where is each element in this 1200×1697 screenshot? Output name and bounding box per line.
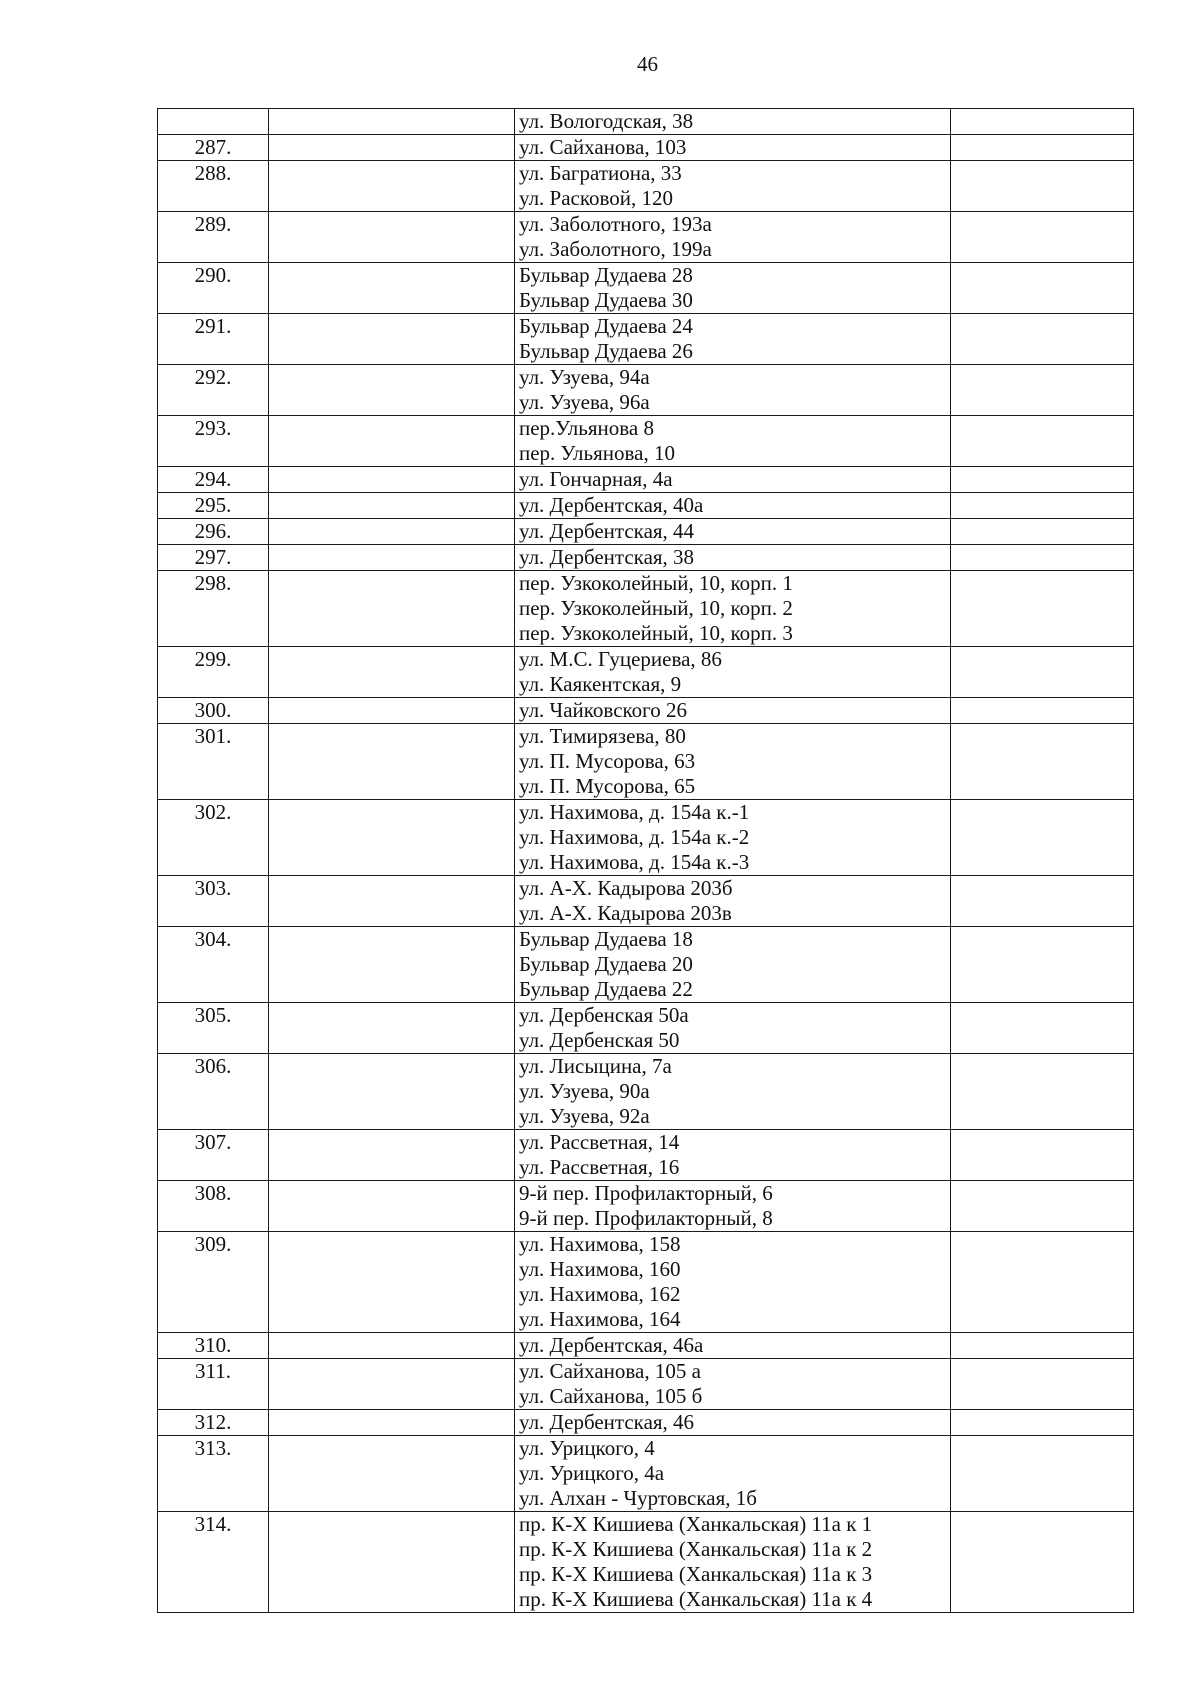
empty-cell bbox=[951, 161, 1134, 212]
row-number: 295. bbox=[158, 493, 269, 519]
empty-cell bbox=[951, 1130, 1134, 1181]
address-cell bbox=[515, 263, 951, 314]
empty-cell bbox=[269, 314, 515, 365]
address-line: ул. А-Х. Кадырова 203в bbox=[519, 901, 732, 925]
row-number: 309. bbox=[158, 1232, 269, 1333]
table-row bbox=[158, 876, 1134, 927]
table-row bbox=[158, 519, 1134, 545]
empty-cell bbox=[269, 1512, 515, 1613]
empty-cell bbox=[951, 800, 1134, 876]
empty-cell bbox=[269, 1130, 515, 1181]
address-line: ул. П. Мусорова, 65 bbox=[519, 774, 696, 798]
row-number: 297. bbox=[158, 545, 269, 571]
empty-cell bbox=[269, 365, 515, 416]
row-number: 291. bbox=[158, 314, 269, 365]
empty-cell bbox=[951, 1054, 1134, 1130]
address-table-body bbox=[158, 109, 1134, 1613]
row-number: 289. bbox=[158, 212, 269, 263]
address-line: ул. Каякентская, 9 bbox=[519, 672, 682, 696]
empty-cell bbox=[951, 493, 1134, 519]
table-row bbox=[158, 1512, 1134, 1613]
row-number: 307. bbox=[158, 1130, 269, 1181]
empty-cell bbox=[951, 545, 1134, 571]
empty-cell bbox=[269, 1232, 515, 1333]
address-line: Бульвар Дудаева 24 bbox=[519, 314, 693, 338]
address-line: ул. Рассветная, 14 bbox=[519, 1130, 680, 1154]
address-cell bbox=[515, 519, 951, 545]
empty-cell bbox=[951, 698, 1134, 724]
address-cell bbox=[515, 212, 951, 263]
address-line: ул. Нахимова, 158 bbox=[519, 1232, 681, 1256]
row-number: 301. bbox=[158, 724, 269, 800]
row-number: 314. bbox=[158, 1512, 269, 1613]
table-row bbox=[158, 135, 1134, 161]
empty-cell bbox=[951, 263, 1134, 314]
row-number: 292. bbox=[158, 365, 269, 416]
address-line: ул. Заболотного, 193а bbox=[519, 212, 712, 236]
table-row bbox=[158, 1181, 1134, 1232]
address-cell bbox=[515, 1130, 951, 1181]
address-line: ул. Нахимова, 164 bbox=[519, 1307, 681, 1331]
table-row bbox=[158, 1130, 1134, 1181]
empty-cell bbox=[269, 416, 515, 467]
address-cell bbox=[515, 724, 951, 800]
empty-cell bbox=[269, 1054, 515, 1130]
empty-cell bbox=[269, 1410, 515, 1436]
address-cell bbox=[515, 927, 951, 1003]
address-line: ул. Узуева, 90а bbox=[519, 1079, 650, 1103]
row-number: 299. bbox=[158, 647, 269, 698]
empty-cell bbox=[951, 1333, 1134, 1359]
address-line: ул. Дербентская, 38 bbox=[519, 545, 695, 569]
address-line: ул. Чайковского 26 bbox=[519, 698, 687, 722]
table-row bbox=[158, 927, 1134, 1003]
address-line: ул. Тимирязева, 80 bbox=[519, 724, 686, 748]
address-cell bbox=[515, 800, 951, 876]
row-number: 304. bbox=[158, 927, 269, 1003]
table-row bbox=[158, 724, 1134, 800]
table-row bbox=[158, 1003, 1134, 1054]
table-row bbox=[158, 698, 1134, 724]
empty-cell bbox=[269, 1181, 515, 1232]
row-number: 288. bbox=[158, 161, 269, 212]
address-line: ул. Узуева, 94а bbox=[519, 365, 650, 389]
address-cell bbox=[515, 1359, 951, 1410]
row-number: 312. bbox=[158, 1410, 269, 1436]
empty-cell bbox=[269, 927, 515, 1003]
empty-cell bbox=[951, 571, 1134, 647]
empty-cell bbox=[269, 161, 515, 212]
address-line: ул. А-Х. Кадырова 203б bbox=[519, 876, 733, 900]
table-row bbox=[158, 1333, 1134, 1359]
address-line: ул. Расковой, 120 bbox=[519, 186, 674, 210]
table-row bbox=[158, 571, 1134, 647]
address-line: ул. Дербентская, 40а bbox=[519, 493, 704, 517]
empty-cell bbox=[951, 1232, 1134, 1333]
address-line: пер. Узкоколейный, 10, корп. 3 bbox=[519, 621, 793, 645]
address-line: Бульвар Дудаева 18 bbox=[519, 927, 693, 951]
empty-cell bbox=[269, 1436, 515, 1512]
address-cell bbox=[515, 545, 951, 571]
row-number: 308. bbox=[158, 1181, 269, 1232]
address-line: ул. Дербенская 50а bbox=[519, 1003, 689, 1027]
address-cell bbox=[515, 1054, 951, 1130]
address-line: ул. Гончарная, 4а bbox=[519, 467, 673, 491]
address-line: Бульвар Дудаева 28 bbox=[519, 263, 693, 287]
address-line: ул. Дербентская, 44 bbox=[519, 519, 695, 543]
address-line: ул. Сайханова, 105 б bbox=[519, 1384, 703, 1408]
row-number: 293. bbox=[158, 416, 269, 467]
address-table bbox=[157, 108, 1134, 1613]
address-cell bbox=[515, 876, 951, 927]
empty-cell bbox=[951, 1410, 1134, 1436]
table-row bbox=[158, 647, 1134, 698]
row-number: 302. bbox=[158, 800, 269, 876]
empty-cell bbox=[951, 1181, 1134, 1232]
empty-cell bbox=[951, 416, 1134, 467]
empty-cell bbox=[951, 365, 1134, 416]
address-line: ул. Сайханова, 105 а bbox=[519, 1359, 701, 1383]
address-line: Бульвар Дудаева 20 bbox=[519, 952, 693, 976]
table-row bbox=[158, 1232, 1134, 1333]
empty-cell bbox=[269, 519, 515, 545]
empty-cell bbox=[269, 647, 515, 698]
empty-cell bbox=[951, 212, 1134, 263]
empty-cell bbox=[951, 647, 1134, 698]
table-row bbox=[158, 1054, 1134, 1130]
table-row bbox=[158, 416, 1134, 467]
address-line: Бульвар Дудаева 22 bbox=[519, 977, 693, 1001]
address-cell bbox=[515, 416, 951, 467]
row-number: 310. bbox=[158, 1333, 269, 1359]
address-line: ул. Дербенская 50 bbox=[519, 1028, 680, 1052]
address-line: ул. Дербентская, 46а bbox=[519, 1333, 704, 1357]
address-cell bbox=[515, 647, 951, 698]
address-cell bbox=[515, 135, 951, 161]
address-line: ул. М.С. Гуцериева, 86 bbox=[519, 647, 722, 671]
address-cell bbox=[515, 1003, 951, 1054]
empty-cell bbox=[951, 467, 1134, 493]
empty-cell bbox=[269, 135, 515, 161]
address-cell bbox=[515, 698, 951, 724]
row-number: 305. bbox=[158, 1003, 269, 1054]
address-line: пр. К-Х Кишиева (Ханкальская) 11а к 4 bbox=[519, 1587, 873, 1611]
empty-cell bbox=[269, 263, 515, 314]
address-line: ул. Нахимова, д. 154а к.-3 bbox=[519, 850, 750, 874]
address-line: ул. Лисыцина, 7а bbox=[519, 1054, 672, 1078]
table-row bbox=[158, 263, 1134, 314]
address-cell bbox=[515, 493, 951, 519]
address-cell bbox=[515, 1436, 951, 1512]
row-number: 306. bbox=[158, 1054, 269, 1130]
address-line: 9-й пер. Профилакторный, 6 bbox=[519, 1181, 773, 1205]
table-row bbox=[158, 467, 1134, 493]
empty-cell bbox=[269, 724, 515, 800]
address-line: ул. Нахимова, д. 154а к.-2 bbox=[519, 825, 750, 849]
table-row bbox=[158, 161, 1134, 212]
empty-cell bbox=[951, 519, 1134, 545]
address-line: Бульвар Дудаева 26 bbox=[519, 339, 693, 363]
empty-cell bbox=[951, 724, 1134, 800]
table-row bbox=[158, 800, 1134, 876]
address-line: ул. Узуева, 96а bbox=[519, 390, 650, 414]
address-cell bbox=[515, 109, 951, 135]
address-line: Бульвар Дудаева 30 bbox=[519, 288, 693, 312]
address-line: ул. Алхан - Чуртовская, 1б bbox=[519, 1486, 757, 1510]
address-line: пер. Узкоколейный, 10, корп. 1 bbox=[519, 571, 793, 595]
address-cell bbox=[515, 365, 951, 416]
empty-cell bbox=[951, 135, 1134, 161]
row-number: 287. bbox=[158, 135, 269, 161]
empty-cell bbox=[951, 1512, 1134, 1613]
address-line: ул. Нахимова, д. 154а к.-1 bbox=[519, 800, 750, 824]
address-line: пер. Узкоколейный, 10, корп. 2 bbox=[519, 596, 793, 620]
table-row bbox=[158, 314, 1134, 365]
table-row bbox=[158, 1410, 1134, 1436]
address-cell bbox=[515, 314, 951, 365]
empty-cell bbox=[269, 109, 515, 135]
empty-cell bbox=[951, 927, 1134, 1003]
empty-cell bbox=[951, 1003, 1134, 1054]
address-cell bbox=[515, 1181, 951, 1232]
table-row bbox=[158, 1436, 1134, 1512]
table-row bbox=[158, 1359, 1134, 1410]
row-number bbox=[158, 109, 269, 135]
address-cell bbox=[515, 571, 951, 647]
address-cell bbox=[515, 161, 951, 212]
address-line: ул. Нахимова, 160 bbox=[519, 1257, 681, 1281]
address-line: ул. Сайханова, 103 bbox=[519, 135, 687, 159]
empty-cell bbox=[269, 1359, 515, 1410]
row-number: 298. bbox=[158, 571, 269, 647]
address-line: ул. Рассветная, 16 bbox=[519, 1155, 680, 1179]
address-cell bbox=[515, 1410, 951, 1436]
row-number: 311. bbox=[158, 1359, 269, 1410]
address-line: пр. К-Х Кишиева (Ханкальская) 11а к 1 bbox=[519, 1512, 873, 1536]
empty-cell bbox=[951, 314, 1134, 365]
empty-cell bbox=[269, 698, 515, 724]
empty-cell bbox=[269, 800, 515, 876]
empty-cell bbox=[951, 876, 1134, 927]
empty-cell bbox=[951, 1436, 1134, 1512]
address-line: ул. Дербентская, 46 bbox=[519, 1410, 695, 1434]
table-row bbox=[158, 545, 1134, 571]
empty-cell bbox=[269, 493, 515, 519]
table-row bbox=[158, 365, 1134, 416]
empty-cell bbox=[269, 545, 515, 571]
empty-cell bbox=[269, 1003, 515, 1054]
empty-cell bbox=[951, 1359, 1134, 1410]
empty-cell bbox=[269, 1333, 515, 1359]
empty-cell bbox=[269, 212, 515, 263]
address-line: пр. К-Х Кишиева (Ханкальская) 11а к 2 bbox=[519, 1537, 873, 1561]
row-number: 290. bbox=[158, 263, 269, 314]
row-number: 313. bbox=[158, 1436, 269, 1512]
row-number: 294. bbox=[158, 467, 269, 493]
address-line: ул. Урицкого, 4а bbox=[519, 1461, 665, 1485]
empty-cell bbox=[269, 467, 515, 493]
empty-cell bbox=[951, 109, 1134, 135]
empty-cell bbox=[269, 876, 515, 927]
address-cell bbox=[515, 1232, 951, 1333]
row-number: 296. bbox=[158, 519, 269, 545]
address-line: ул. Урицкого, 4 bbox=[519, 1436, 655, 1460]
table-row bbox=[158, 212, 1134, 263]
address-line: пр. К-Х Кишиева (Ханкальская) 11а к 3 bbox=[519, 1562, 873, 1586]
address-line: ул. Узуева, 92а bbox=[519, 1104, 650, 1128]
page-number: 46 bbox=[637, 52, 658, 76]
address-cell bbox=[515, 1512, 951, 1613]
table-row bbox=[158, 109, 1134, 135]
address-cell bbox=[515, 1333, 951, 1359]
address-line: ул. Багратиона, 33 bbox=[519, 161, 682, 185]
row-number: 303. bbox=[158, 876, 269, 927]
empty-cell bbox=[269, 571, 515, 647]
address-line: пер.Ульянова 8 bbox=[519, 416, 654, 440]
row-number: 300. bbox=[158, 698, 269, 724]
address-cell bbox=[515, 467, 951, 493]
table-row bbox=[158, 493, 1134, 519]
address-line: пер. Ульянова, 10 bbox=[519, 441, 675, 465]
address-line: ул. Заболотного, 199а bbox=[519, 237, 712, 261]
address-line: 9-й пер. Профилакторный, 8 bbox=[519, 1206, 773, 1230]
address-line: ул. П. Мусорова, 63 bbox=[519, 749, 696, 773]
address-line: ул. Нахимова, 162 bbox=[519, 1282, 681, 1306]
address-line: ул. Вологодская, 38 bbox=[519, 109, 694, 133]
